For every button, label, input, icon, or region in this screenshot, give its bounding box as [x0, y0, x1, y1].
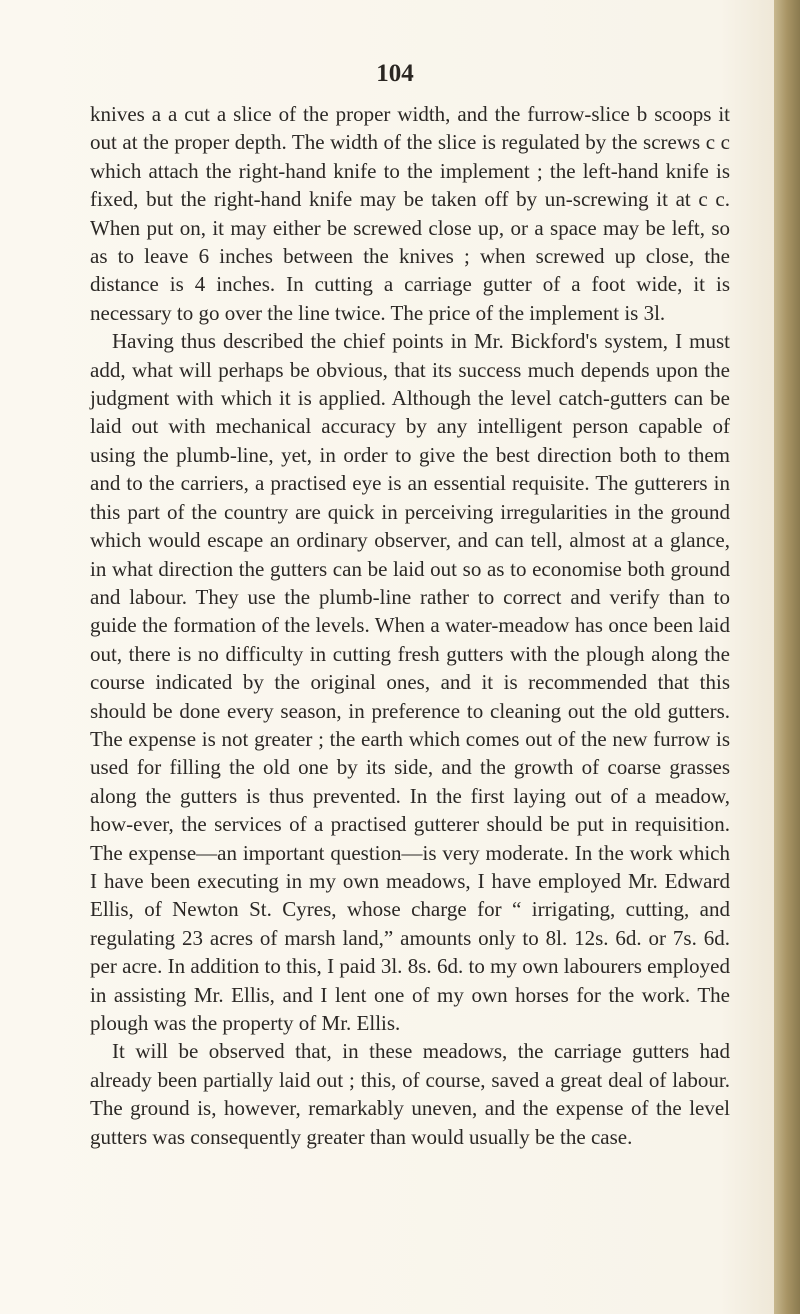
page-edge: [774, 0, 800, 1314]
page-number: 104: [376, 60, 414, 87]
paragraph-1: knives a a cut a slice of the proper width, and the furrow-slice b scoops it out at the proper depth. The width of the slice is regulated by the screws c c which attach the right-hand knife to the implement ; the left-hand knife is fixed, but the right-hand knife may be taken off by un-screwing it at c c. When put on, it may either be screwed close up, or a space may be left, so as to leave 6 inches between the knives ; when screwed up close, the distance is 4 inches. In cutting a carriage gutter of a foot wide, it is necessary to go over the line twice. The price of the implement is 3l.: [90, 102, 730, 325]
body-text: [90, 100, 730, 1151]
paragraph-3: It will be observed that, in these meadows, the carriage gutters had already been partially laid out ; this, of course, saved a great deal of labour. The ground is, however, remarkably uneven, and the expense of the level gutters was consequently greater than would usually be the case.: [90, 1039, 730, 1149]
paragraph-2: Having thus described the chief points in Mr. Bickford's system, I must add, what will perhaps be obvious, that its success much depends upon the judgment with which it is applied. Although the level catch-gutters can be laid out with mechanical accuracy by any intelligent person capable of using the plumb-line, yet, in order to give the best direction both to them and to the carriers, a practised eye is an essential requisite. The gutterers in this part of the country are quick in perceiving irregularities in the ground which would escape an ordinary observer, and can tell, almost at a glance, in what direction the gutters can be laid out so as to economise both ground and labour. They use the plumb-line rather to correct and verify than to guide the formation of the levels. When a water-meadow has once been laid out, there is no difficulty in cutting fresh gutters with the plough along the course indicated by the original ones, and it is recommended that this should be done every season, in preference to cleaning out the old gutters. The expense is not greater ; the earth which comes out of the new furrow is used for filling the old one by its side, and the growth of coarse grasses along the gutters is thus prevented. In the first laying out of a meadow, how-ever, the services of a practised gutterer should be put in requisition. The expense—an important question—is very moderate. In the work which I have been executing in my own meadows, I have employed Mr. Edward Ellis, of Newton St. Cyres, whose charge for “ irrigating, cutting, and regulating 23 acres of marsh land,” amounts only to 8l. 12s. 6d. or 7s. 6d. per acre. In addition to this, I paid 3l. 8s. 6d. to my own labourers employed in assisting Mr. Ellis, and I lent one of my own horses for the work. The plough was the property of Mr. Ellis.: [90, 329, 730, 1035]
